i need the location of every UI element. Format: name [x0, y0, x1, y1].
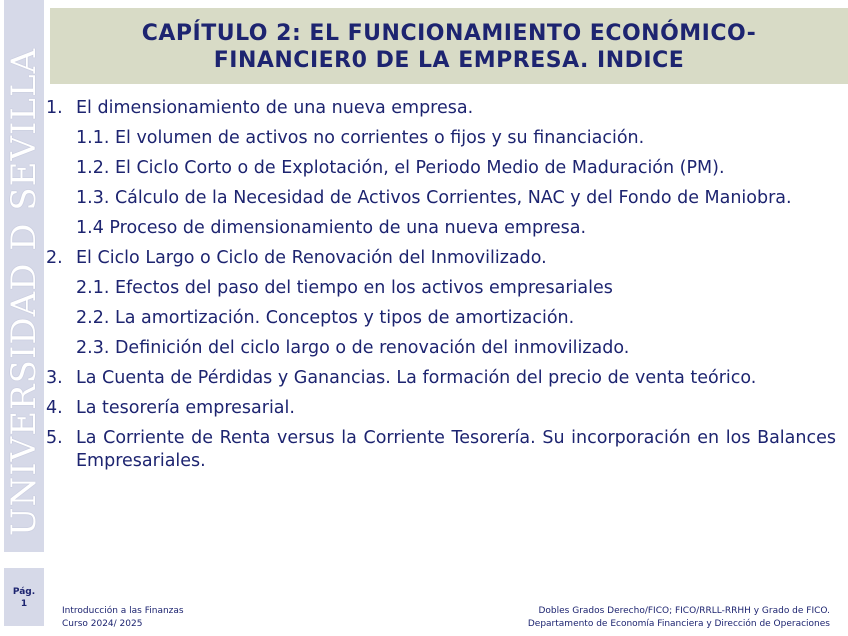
toc-number: 1.: [46, 98, 63, 118]
toc-text: 2.3. Definición del ciclo largo o de renovación del inmovilizado.: [76, 338, 630, 358]
title-line-1: CAPÍTULO 2: EL FUNCIONAMIENTO ECONÓMICO-: [141, 21, 757, 46]
toc-text: 1.1. El volumen de activos no corrientes o fijos y su financiación.: [76, 128, 645, 148]
slide-title: [50, 20, 848, 74]
toc-text: 1.3. Cálculo de la Necesidad de Activos Corrientes, NAC y del Fondo de Maniobra.: [76, 188, 792, 208]
toc-text: El Ciclo Largo o Ciclo de Renovación del Inmovilizado.: [76, 248, 547, 268]
toc-text: El dimensionamiento de una nueva empresa.: [76, 98, 474, 118]
toc-item-1: [46, 97, 836, 120]
footer-department-info: [528, 605, 830, 631]
toc-item-2-3: [46, 337, 836, 360]
toc-item-2-1: [46, 277, 836, 300]
toc-item-2: [46, 247, 836, 270]
footer-course-info: [62, 605, 184, 631]
toc-item-1-1: [46, 127, 836, 150]
toc-item-2-2: [46, 307, 836, 330]
page-number-box: [4, 568, 44, 626]
toc-text: 2.1. Efectos del paso del tiempo en los activos empresariales: [76, 278, 613, 298]
toc-text: La Cuenta de Pérdidas y Ganancias. La formación del precio de venta teórico.: [76, 368, 757, 388]
toc-text: 1.2. El Ciclo Corto o de Explotación, el Periodo Medio de Maduración (PM).: [76, 158, 725, 178]
toc-item-5: [46, 427, 836, 473]
title-line-2: FINANCIER0 DE LA EMPRESA. INDICE: [213, 48, 685, 73]
toc-number: 2.: [46, 248, 63, 268]
toc-text: La tesorería empresarial.: [76, 398, 295, 418]
sidebar: [0, 0, 44, 636]
footer-degrees: Dobles Grados Derecho/FICO; FICO/RRLL-RRHH y Grado de FICO.: [538, 606, 830, 616]
toc-item-3: [46, 367, 836, 390]
university-watermark: UNIVERSIDAD D SEVILLA: [4, 47, 44, 537]
toc-item-1-2: [46, 157, 836, 180]
toc-text: La Corriente de Renta versus la Corriente Tesorería. Su incorporación en los Balances Empresariales.: [76, 428, 836, 471]
footer-course-name: Introducción a las Finanzas: [62, 606, 184, 616]
slide-header: [50, 8, 848, 84]
toc-number: 3.: [46, 368, 63, 388]
toc-item-1-4: [46, 217, 836, 240]
toc-number: 4.: [46, 398, 63, 418]
table-of-contents: [46, 97, 836, 480]
page-label: Pág.: [12, 587, 36, 597]
toc-text: 2.2. La amortización. Conceptos y tipos de amortización.: [76, 308, 575, 328]
page-number: 1: [20, 599, 28, 609]
footer-course-year: Curso 2024/ 2025: [62, 619, 143, 629]
toc-item-1-3: [46, 187, 836, 210]
footer-department: Departamento de Economía Financiera y Dirección de Operaciones: [527, 619, 830, 629]
toc-text: 1.4 Proceso de dimensionamiento de una nueva empresa.: [76, 218, 587, 238]
toc-item-4: [46, 397, 836, 420]
toc-number: 5.: [46, 428, 63, 448]
